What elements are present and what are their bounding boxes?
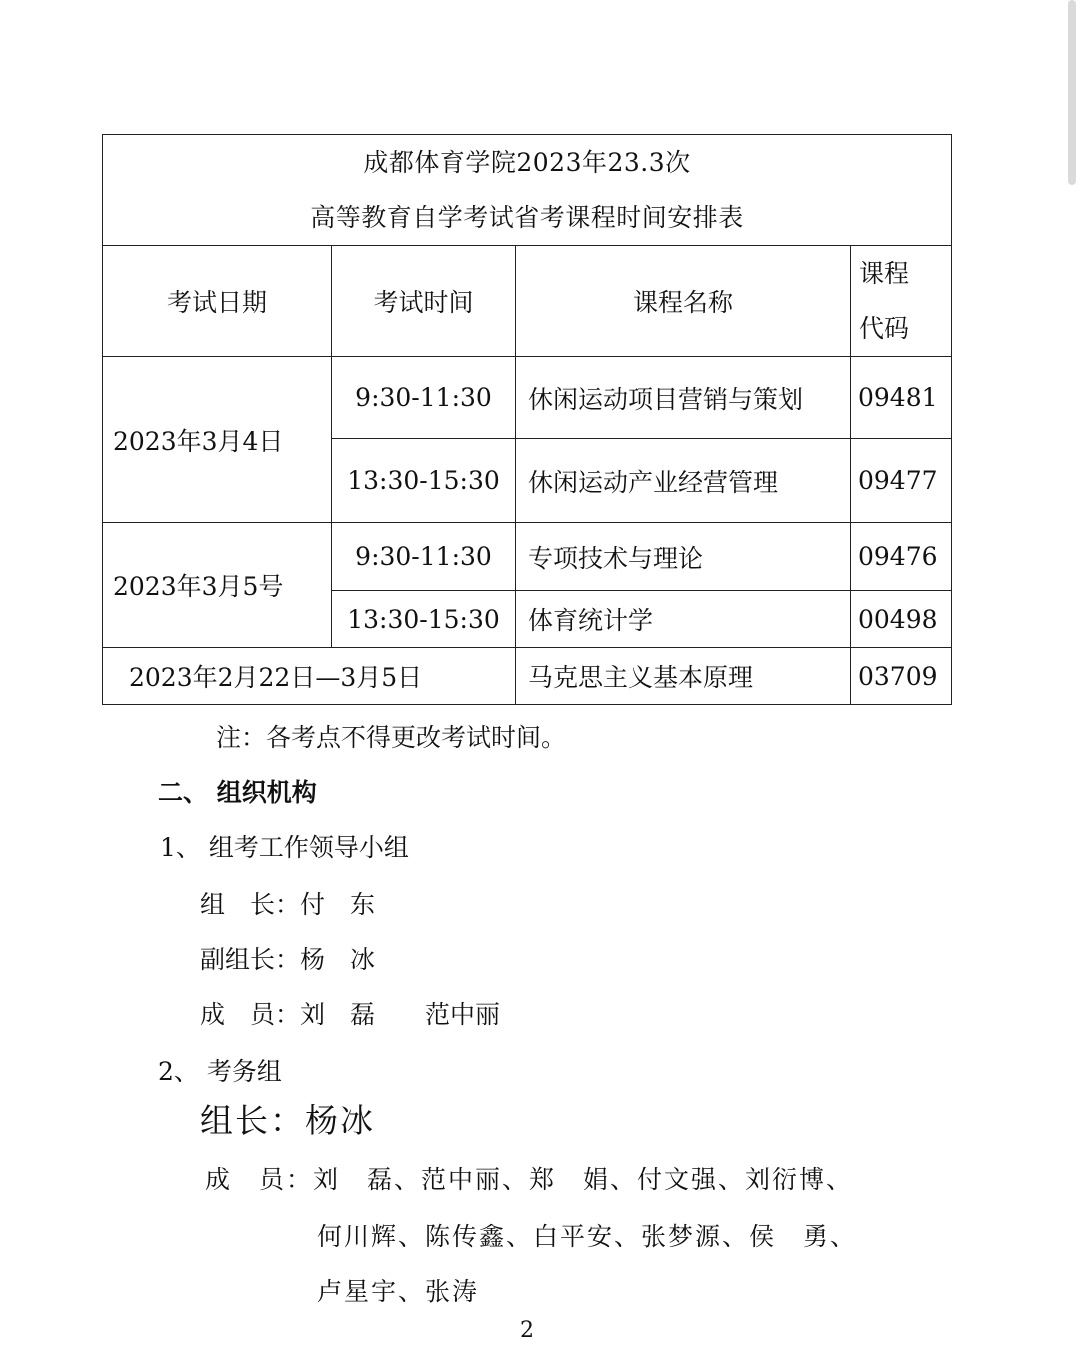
group1-leader: 组 长：付 东 [200, 890, 376, 919]
group1-members: 成 员：刘 磊 范中丽 [200, 1000, 501, 1029]
exam-date-cell: 2023年3月5号 [103, 523, 332, 648]
exam-date-cell: 2023年3月4日 [103, 357, 332, 523]
table-row [103, 648, 952, 705]
group1-deputy: 副组长：杨 冰 [200, 945, 376, 974]
course-name-cell: 休闲运动项目营销与策划 [516, 357, 851, 439]
exam-time-cell: 9:30-11:30 [332, 523, 516, 591]
page-number: 2 [520, 1318, 534, 1343]
header-date: 考试日期 [103, 246, 332, 357]
course-name-cell: 马克思主义基本原理 [516, 648, 851, 705]
exam-time-cell: 13:30-15:30 [332, 439, 516, 523]
group2-members-line3: 卢星宇、张涛 [317, 1277, 480, 1306]
table-title [103, 135, 952, 246]
section-heading: 二、 组织机构 [158, 778, 317, 807]
table-row [103, 357, 952, 439]
table-row [103, 523, 952, 591]
scrollbar[interactable] [1068, 0, 1076, 185]
course-code-cell: 00498 [851, 591, 952, 648]
table-title-line1: 成都体育学院2023年23.3次 [363, 148, 691, 177]
group2-leader: 组长：杨冰 [200, 1101, 375, 1140]
group2-members-line1: 成 员：刘 磊、范中丽、郑 娟、付文强、刘衍博、 [205, 1165, 854, 1194]
header-course: 课程名称 [516, 246, 851, 357]
table-title-line2: 高等教育自学考试省考课程时间安排表 [310, 203, 744, 232]
course-code-cell: 03709 [851, 648, 952, 705]
group2-members-line2: 何川辉、陈传鑫、白平安、张梦源、侯 勇、 [317, 1222, 858, 1251]
course-name-cell: 休闲运动产业经营管理 [516, 439, 851, 523]
course-code-cell: 09476 [851, 523, 952, 591]
exam-schedule-table [102, 134, 951, 705]
header-code [851, 246, 952, 357]
exam-date-range-cell: 2023年2月22日—3月5日 [103, 648, 516, 705]
group1-title: 1、 组考工作领导小组 [160, 833, 409, 862]
header-time: 考试时间 [332, 246, 516, 357]
exam-time-cell: 13:30-15:30 [332, 591, 516, 648]
header-code-line2: 代码 [859, 314, 910, 343]
course-name-cell: 体育统计学 [516, 591, 851, 648]
group2-title: 2、 考务组 [158, 1057, 282, 1086]
exam-time-cell: 9:30-11:30 [332, 357, 516, 439]
table-note: 注：各考点不得更改考试时间。 [216, 723, 567, 752]
header-code-line1: 课程 [859, 259, 910, 288]
course-code-cell: 09481 [851, 357, 952, 439]
course-code-cell: 09477 [851, 439, 952, 523]
course-name-cell: 专项技术与理论 [516, 523, 851, 591]
